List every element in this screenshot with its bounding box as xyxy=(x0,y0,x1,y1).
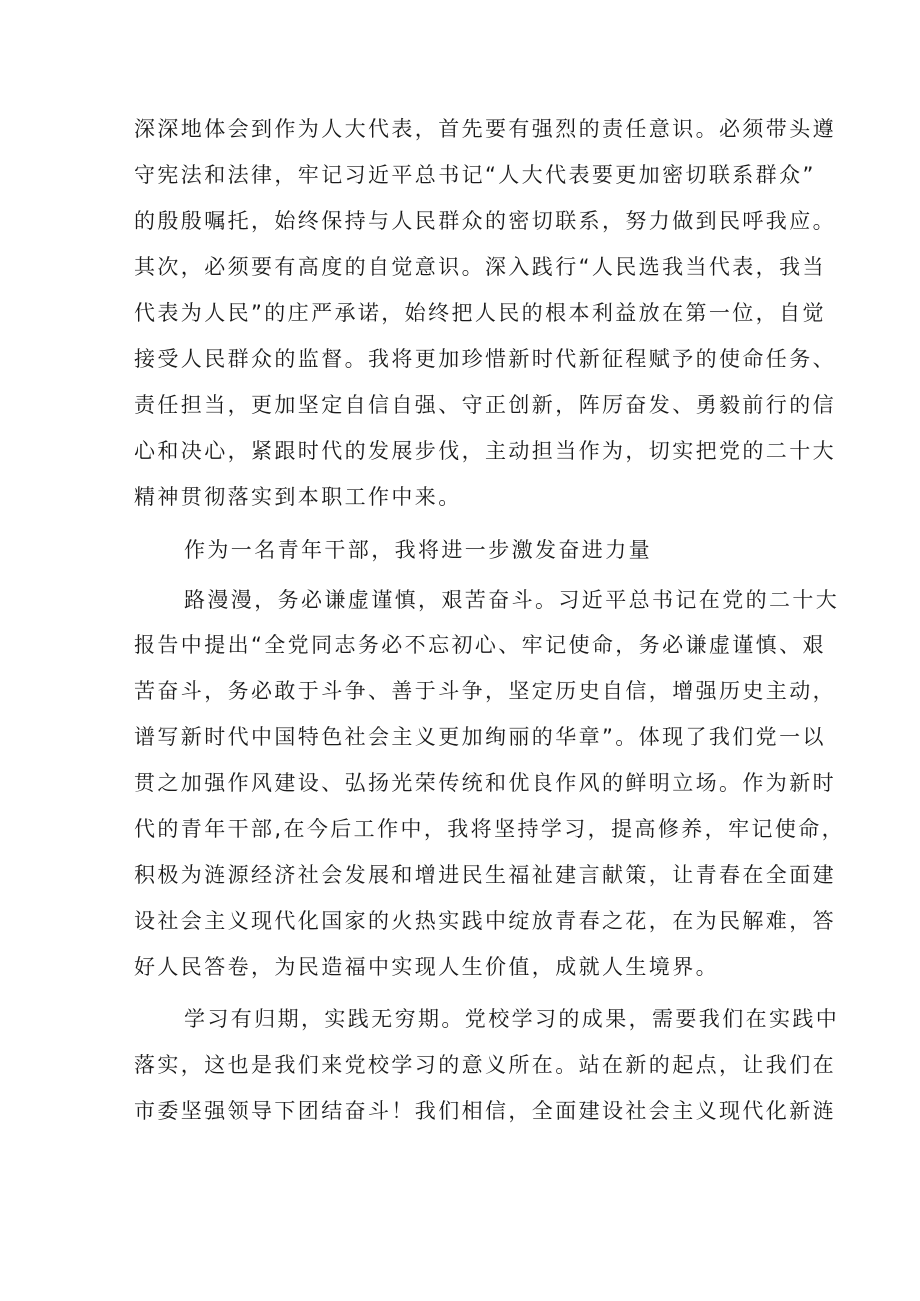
paragraph-line: 守宪法和法律，牢记习近平总书记“人大代表要更加密切联系群众” xyxy=(134,163,816,187)
paragraph-line: 落实，这也是我们来党校学习的意义所在。站在新的起点，让我们在 xyxy=(134,1053,836,1077)
paragraph-line: 报告中提出“全党同志务必不忘初心、牢记使命，务必谦虚谨慎、艰 xyxy=(134,633,826,657)
paragraph-line: 心和决心，紧跟时代的发展步伐，主动担当作为，切实把党的二十大 xyxy=(134,439,836,463)
paragraph-line: 深深地体会到作为人大代表，首先要有强烈的责任意识。必须带头遵 xyxy=(134,117,836,141)
paragraph-line: 其次，必须要有高度的自觉意识。深入践行“人民选我当代表，我当 xyxy=(134,255,826,279)
paragraph-line: 苦奋斗，务必敢于斗争、善于斗争，坚定历史自信，增强历史主动， xyxy=(134,679,836,703)
section-heading: 作为一名青年干部，我将进一步激发奋进力量 xyxy=(184,538,652,562)
paragraph-line: 接受人民群众的监督。我将更加珍惜新时代新征程赋予的使命任务、 xyxy=(134,347,836,371)
paragraph-line: 贯之加强作风建设、弘扬光荣传统和优良作风的鲜明立场。作为新时 xyxy=(134,771,836,795)
paragraph-line: 代的青年干部,在今后工作中，我将坚持学习，提高修养，牢记使命， xyxy=(134,817,846,841)
paragraph-line: 代表为人民”的庄严承诺，始终把人民的根本利益放在第一位，自觉 xyxy=(134,301,826,325)
paragraph-line: 路漫漫，务必谦虚谨慎，艰苦奋斗。习近平总书记在党的二十大 xyxy=(184,588,840,612)
paragraph-line: 好人民答卷，为民造福中实现人生价值，成就人生境界。 xyxy=(134,955,719,979)
paragraph-line: 学习有归期，实践无穷期。党校学习的成果，需要我们在实践中 xyxy=(184,1007,840,1031)
paragraph-line: 设社会主义现代化国家的火热实践中绽放青春之花，在为民解难，答 xyxy=(134,909,836,933)
paragraph-line: 的殷殷嘱托，始终保持与人民群众的密切联系，努力做到民呼我应。 xyxy=(134,209,836,233)
paragraph-line: 责任担当，更加坚定自信自强、守正创新，阵厉奋发、勇毅前行的信 xyxy=(134,393,836,417)
paragraph-line: 精神贯彻落实到本职工作中来。 xyxy=(134,485,462,509)
paragraph-line: 市委坚强领导下团结奋斗！我们相信，全面建设社会主义现代化新涟 xyxy=(134,1099,836,1123)
paragraph-line: 积极为涟源经济社会发展和增进民生福祉建言献策，让青春在全面建 xyxy=(134,863,836,887)
paragraph-line: 谱写新时代中国特色社会主义更加绚丽的华章”。体现了我们党一以 xyxy=(134,725,826,749)
